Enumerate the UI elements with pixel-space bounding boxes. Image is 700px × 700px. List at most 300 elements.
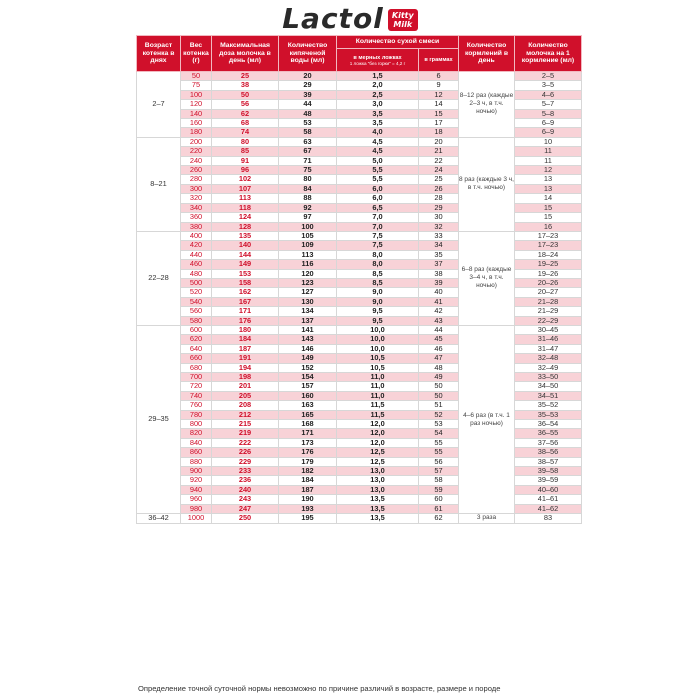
feeding-table-body: [137, 72, 582, 524]
cell-water: 39: [279, 90, 337, 99]
cell-water: 123: [279, 278, 337, 287]
cell-water: 48: [279, 109, 337, 118]
cell-per-feed: 41–62: [515, 504, 582, 513]
cell-water: 190: [279, 495, 337, 504]
cell-dose: 91: [212, 156, 279, 165]
cell-dose: 205: [212, 391, 279, 400]
cell-age-group: 2–7: [137, 72, 181, 138]
table-row: [137, 467, 582, 476]
cell-dose: 229: [212, 457, 279, 466]
cell-spoons: 10,0: [337, 335, 419, 344]
cell-spoons: 13,0: [337, 476, 419, 485]
table-row: [137, 476, 582, 485]
cell-dose: 128: [212, 222, 279, 231]
cell-grams: 44: [419, 325, 459, 334]
cell-grams: 45: [419, 335, 459, 344]
cell-grams: 57: [419, 467, 459, 476]
cell-per-feed: 11: [515, 156, 582, 165]
cell-dose: 135: [212, 231, 279, 240]
cell-spoons: 6,0: [337, 194, 419, 203]
cell-per-feed: 16: [515, 222, 582, 231]
cell-weight: 860: [181, 448, 212, 457]
cell-per-feed: 6–9: [515, 128, 582, 137]
header-spoons-label: в мерных ложках: [353, 54, 402, 61]
cell-grams: 52: [419, 410, 459, 419]
cell-spoons: 4,5: [337, 147, 419, 156]
header-weight: Вес котенка (г): [181, 36, 212, 72]
cell-per-feed: 2–5: [515, 72, 582, 81]
cell-weight: 720: [181, 382, 212, 391]
cell-dose: 171: [212, 307, 279, 316]
table-row: [137, 495, 582, 504]
cell-water: 163: [279, 401, 337, 410]
cell-dose: 212: [212, 410, 279, 419]
table-row: [137, 147, 582, 156]
cell-spoons: 12,5: [337, 448, 419, 457]
cell-grams: 26: [419, 184, 459, 193]
cell-per-feed: 30–45: [515, 325, 582, 334]
cell-grams: 56: [419, 457, 459, 466]
cell-dose: 80: [212, 137, 279, 146]
cell-grams: 28: [419, 194, 459, 203]
cell-water: 130: [279, 297, 337, 306]
table-row: [137, 222, 582, 231]
cell-grams: 53: [419, 420, 459, 429]
cell-spoons: 5,0: [337, 156, 419, 165]
cell-spoons: 3,5: [337, 119, 419, 128]
cell-per-feed: 40–60: [515, 485, 582, 494]
cell-grams: 42: [419, 307, 459, 316]
cell-spoons: 1,5: [337, 72, 419, 81]
cell-dose: 62: [212, 109, 279, 118]
cell-per-feed: 32–49: [515, 363, 582, 372]
cell-spoons: 8,5: [337, 269, 419, 278]
table-row: [137, 260, 582, 269]
table-row: [137, 156, 582, 165]
cell-weight: 360: [181, 213, 212, 222]
cell-spoons: 6,0: [337, 184, 419, 193]
cell-grams: 43: [419, 316, 459, 325]
footnote: Определение точной суточной нормы невозможно по причине различий в возрасте, размере и породе: [138, 684, 501, 693]
cell-weight: 1000: [181, 514, 212, 523]
cell-water: 44: [279, 100, 337, 109]
cell-per-feed: 31–46: [515, 335, 582, 344]
cell-weight: 540: [181, 297, 212, 306]
cell-grams: 59: [419, 485, 459, 494]
cell-water: 127: [279, 288, 337, 297]
cell-grams: 55: [419, 438, 459, 447]
cell-weight: 740: [181, 391, 212, 400]
cell-grams: 29: [419, 203, 459, 212]
cell-per-feed: 35–52: [515, 401, 582, 410]
cell-dose: 250: [212, 514, 279, 523]
cell-spoons: 7,0: [337, 222, 419, 231]
table-row: [137, 90, 582, 99]
cell-per-feed: 38–57: [515, 457, 582, 466]
cell-water: 157: [279, 382, 337, 391]
table-row: [137, 269, 582, 278]
cell-age-group: 36–42: [137, 514, 181, 523]
cell-dose: 180: [212, 325, 279, 334]
cell-water: 187: [279, 485, 337, 494]
cell-weight: 200: [181, 137, 212, 146]
cell-per-feed: 21–28: [515, 297, 582, 306]
cell-water: 146: [279, 344, 337, 353]
logo-badge: [388, 9, 418, 31]
cell-water: 165: [279, 410, 337, 419]
cell-feeds-per-day: 8–12 раз (каждые 2–3 ч, в т.ч. ночью): [459, 72, 515, 138]
cell-per-feed: 13: [515, 175, 582, 184]
cell-feeds-per-day: 8 раз (каждые 3 ч, в т.ч. ночью): [459, 137, 515, 231]
cell-water: 143: [279, 335, 337, 344]
cell-water: 75: [279, 166, 337, 175]
cell-spoons: 10,0: [337, 325, 419, 334]
cell-water: 116: [279, 260, 337, 269]
cell-spoons: 12,0: [337, 438, 419, 447]
cell-spoons: 2,0: [337, 81, 419, 90]
cell-weight: 880: [181, 457, 212, 466]
cell-grams: 41: [419, 297, 459, 306]
cell-spoons: 13,0: [337, 467, 419, 476]
cell-age-group: 29–35: [137, 325, 181, 513]
cell-grams: 24: [419, 166, 459, 175]
cell-water: 88: [279, 194, 337, 203]
cell-dose: 208: [212, 401, 279, 410]
cell-per-feed: 6–9: [515, 119, 582, 128]
cell-per-feed: 5–8: [515, 109, 582, 118]
cell-grams: 39: [419, 278, 459, 287]
cell-dose: 233: [212, 467, 279, 476]
cell-per-feed: 3–5: [515, 81, 582, 90]
cell-grams: 37: [419, 260, 459, 269]
cell-weight: 680: [181, 363, 212, 372]
cell-water: 182: [279, 467, 337, 476]
cell-weight: 320: [181, 194, 212, 203]
header-age: Возраст котенка в днях: [137, 36, 181, 72]
cell-per-feed: 34–50: [515, 382, 582, 391]
logo-brand-text: Lactol: [282, 2, 384, 35]
cell-grams: 12: [419, 90, 459, 99]
cell-per-feed: 20–27: [515, 288, 582, 297]
logo-wordmark: [282, 4, 418, 34]
cell-per-feed: 17–23: [515, 231, 582, 240]
table-row: [137, 316, 582, 325]
cell-water: 160: [279, 391, 337, 400]
cell-spoons: 11,0: [337, 373, 419, 382]
cell-water: 84: [279, 184, 337, 193]
cell-per-feed: 33–50: [515, 373, 582, 382]
cell-dose: 124: [212, 213, 279, 222]
cell-weight: 800: [181, 420, 212, 429]
cell-spoons: 13,5: [337, 495, 419, 504]
table-row: [137, 194, 582, 203]
cell-spoons: 4,0: [337, 128, 419, 137]
cell-dose: 184: [212, 335, 279, 344]
cell-per-feed: 36–54: [515, 420, 582, 429]
cell-per-feed: 37–56: [515, 438, 582, 447]
cell-spoons: 13,5: [337, 514, 419, 523]
cell-per-feed: 38–56: [515, 448, 582, 457]
cell-water: 58: [279, 128, 337, 137]
header-feeds: Количество кормлений в день: [459, 36, 515, 72]
cell-spoons: 5,5: [337, 175, 419, 184]
cell-per-feed: 5–7: [515, 100, 582, 109]
logo-badge-line2: Milk: [393, 20, 413, 29]
cell-weight: 140: [181, 109, 212, 118]
cell-dose: 201: [212, 382, 279, 391]
cell-weight: 180: [181, 128, 212, 137]
cell-grams: 30: [419, 213, 459, 222]
table-row: [137, 438, 582, 447]
cell-dose: 140: [212, 241, 279, 250]
cell-water: 141: [279, 325, 337, 334]
cell-spoons: 11,5: [337, 401, 419, 410]
header-spoons: [337, 49, 419, 72]
cell-grams: 55: [419, 448, 459, 457]
cell-weight: 460: [181, 260, 212, 269]
cell-grams: 62: [419, 514, 459, 523]
cell-water: 92: [279, 203, 337, 212]
cell-age-group: 8–21: [137, 137, 181, 231]
cell-per-feed: 19–25: [515, 260, 582, 269]
cell-weight: 840: [181, 438, 212, 447]
table-row: [137, 514, 582, 523]
cell-weight: 300: [181, 184, 212, 193]
cell-water: 63: [279, 137, 337, 146]
cell-spoons: 2,5: [337, 90, 419, 99]
cell-dose: 236: [212, 476, 279, 485]
cell-water: 154: [279, 373, 337, 382]
cell-weight: 520: [181, 288, 212, 297]
cell-spoons: 11,5: [337, 410, 419, 419]
table-row: [137, 250, 582, 259]
cell-spoons: 7,5: [337, 231, 419, 240]
logo-badge-line1: Kitty: [391, 11, 414, 20]
cell-dose: 194: [212, 363, 279, 372]
cell-weight: 600: [181, 325, 212, 334]
table-row: [137, 213, 582, 222]
cell-dose: 158: [212, 278, 279, 287]
cell-water: 149: [279, 354, 337, 363]
cell-spoons: 9,0: [337, 297, 419, 306]
table-row: [137, 354, 582, 363]
cell-weight: 640: [181, 344, 212, 353]
cell-dose: 102: [212, 175, 279, 184]
cell-spoons: 9,5: [337, 307, 419, 316]
table-row: [137, 231, 582, 240]
cell-per-feed: 12: [515, 166, 582, 175]
cell-per-feed: 20–26: [515, 278, 582, 287]
cell-dose: 191: [212, 354, 279, 363]
cell-weight: 280: [181, 175, 212, 184]
cell-weight: 580: [181, 316, 212, 325]
cell-weight: 100: [181, 90, 212, 99]
cell-spoons: 8,5: [337, 278, 419, 287]
cell-spoons: 6,5: [337, 203, 419, 212]
table-row: [137, 137, 582, 146]
cell-grams: 47: [419, 354, 459, 363]
cell-water: 176: [279, 448, 337, 457]
cell-spoons: 10,0: [337, 344, 419, 353]
cell-grams: 9: [419, 81, 459, 90]
cell-feeds-per-day: 4–6 раз (в т.ч. 1 раз ночью): [459, 325, 515, 513]
cell-dose: 247: [212, 504, 279, 513]
cell-spoons: 7,0: [337, 213, 419, 222]
cell-weight: 380: [181, 222, 212, 231]
table-row: [137, 128, 582, 137]
header-dose: Максимальная доза молочка в день (мл): [212, 36, 279, 72]
cell-age-group: 22–28: [137, 231, 181, 325]
table-row: [137, 401, 582, 410]
cell-grams: 22: [419, 156, 459, 165]
cell-per-feed: 41–61: [515, 495, 582, 504]
cell-water: 179: [279, 457, 337, 466]
cell-dose: 25: [212, 72, 279, 81]
cell-water: 53: [279, 119, 337, 128]
cell-dose: 162: [212, 288, 279, 297]
cell-weight: 420: [181, 241, 212, 250]
table-row: [137, 325, 582, 334]
cell-water: 168: [279, 420, 337, 429]
cell-dose: 187: [212, 344, 279, 353]
cell-grams: 46: [419, 344, 459, 353]
cell-dose: 56: [212, 100, 279, 109]
cell-grams: 34: [419, 241, 459, 250]
cell-per-feed: 83: [515, 514, 582, 523]
cell-grams: 60: [419, 495, 459, 504]
table-row: [137, 363, 582, 372]
cell-water: 71: [279, 156, 337, 165]
cell-weight: 820: [181, 429, 212, 438]
cell-weight: 900: [181, 467, 212, 476]
cell-dose: 198: [212, 373, 279, 382]
cell-water: 105: [279, 231, 337, 240]
cell-spoons: 4,5: [337, 137, 419, 146]
cell-spoons: 7,5: [337, 241, 419, 250]
header-grams: в граммах: [419, 49, 459, 72]
cell-grams: 32: [419, 222, 459, 231]
cell-per-feed: 31–47: [515, 344, 582, 353]
cell-per-feed: 21–29: [515, 307, 582, 316]
cell-weight: 560: [181, 307, 212, 316]
cell-per-feed: 32–48: [515, 354, 582, 363]
cell-grams: 20: [419, 137, 459, 146]
cell-dose: 68: [212, 119, 279, 128]
cell-dose: 50: [212, 90, 279, 99]
cell-per-feed: 15: [515, 213, 582, 222]
cell-dose: 243: [212, 495, 279, 504]
cell-dose: 113: [212, 194, 279, 203]
table-row: [137, 344, 582, 353]
table-row: [137, 119, 582, 128]
cell-weight: 980: [181, 504, 212, 513]
table-row: [137, 373, 582, 382]
cell-spoons: 9,0: [337, 288, 419, 297]
cell-spoons: 10,5: [337, 354, 419, 363]
cell-water: 20: [279, 72, 337, 81]
cell-spoons: 8,0: [337, 250, 419, 259]
cell-water: 171: [279, 429, 337, 438]
cell-feeds-per-day: 6–8 раз (каждые 3–4 ч, в т.ч. ночью): [459, 231, 515, 325]
table-row: [137, 184, 582, 193]
table-row: [137, 457, 582, 466]
cell-weight: 340: [181, 203, 212, 212]
cell-per-feed: 13: [515, 184, 582, 193]
cell-spoons: 3,0: [337, 100, 419, 109]
header-spoons-note: 1 ложка "без горки" = 4,2 г: [349, 60, 406, 66]
cell-dose: 226: [212, 448, 279, 457]
cell-spoons: 9,5: [337, 316, 419, 325]
cell-dose: 96: [212, 166, 279, 175]
cell-dose: 38: [212, 81, 279, 90]
table-row: [137, 166, 582, 175]
cell-water: 184: [279, 476, 337, 485]
cell-per-feed: 39–59: [515, 476, 582, 485]
cell-weight: 500: [181, 278, 212, 287]
cell-weight: 940: [181, 485, 212, 494]
cell-grams: 35: [419, 250, 459, 259]
cell-dose: 118: [212, 203, 279, 212]
cell-grams: 21: [419, 147, 459, 156]
cell-dose: 222: [212, 438, 279, 447]
cell-weight: 260: [181, 166, 212, 175]
header-dry-mix: Количество сухой смеси: [337, 36, 459, 49]
cell-water: 193: [279, 504, 337, 513]
cell-water: 29: [279, 81, 337, 90]
cell-water: 137: [279, 316, 337, 325]
header-per-feed: Количество молочка на 1 кормление (мл): [515, 36, 582, 72]
cell-water: 97: [279, 213, 337, 222]
brand-logo: [0, 4, 700, 34]
cell-weight: 120: [181, 100, 212, 109]
cell-water: 120: [279, 269, 337, 278]
table-row: [137, 448, 582, 457]
cell-dose: 215: [212, 420, 279, 429]
feeding-table-container: [136, 35, 581, 524]
cell-spoons: 3,5: [337, 109, 419, 118]
cell-dose: 176: [212, 316, 279, 325]
cell-water: 109: [279, 241, 337, 250]
cell-grams: 50: [419, 382, 459, 391]
cell-grams: 14: [419, 100, 459, 109]
cell-per-feed: 4–6: [515, 90, 582, 99]
cell-spoons: 5,5: [337, 166, 419, 175]
table-row: [137, 391, 582, 400]
cell-per-feed: 14: [515, 194, 582, 203]
cell-water: 152: [279, 363, 337, 372]
cell-spoons: 12,0: [337, 429, 419, 438]
cell-weight: 960: [181, 495, 212, 504]
cell-dose: 85: [212, 147, 279, 156]
table-row: [137, 109, 582, 118]
cell-weight: 50: [181, 72, 212, 81]
cell-grams: 48: [419, 363, 459, 372]
table-row: [137, 100, 582, 109]
cell-weight: 480: [181, 269, 212, 278]
cell-spoons: 12,0: [337, 420, 419, 429]
cell-spoons: 10,5: [337, 363, 419, 372]
table-row: [137, 288, 582, 297]
cell-water: 113: [279, 250, 337, 259]
cell-per-feed: 36–55: [515, 429, 582, 438]
header-water: Количество кипяченой воды (мл): [279, 36, 337, 72]
table-row: [137, 297, 582, 306]
cell-grams: 51: [419, 401, 459, 410]
table-row: [137, 278, 582, 287]
cell-weight: 920: [181, 476, 212, 485]
table-row: [137, 382, 582, 391]
cell-weight: 75: [181, 81, 212, 90]
